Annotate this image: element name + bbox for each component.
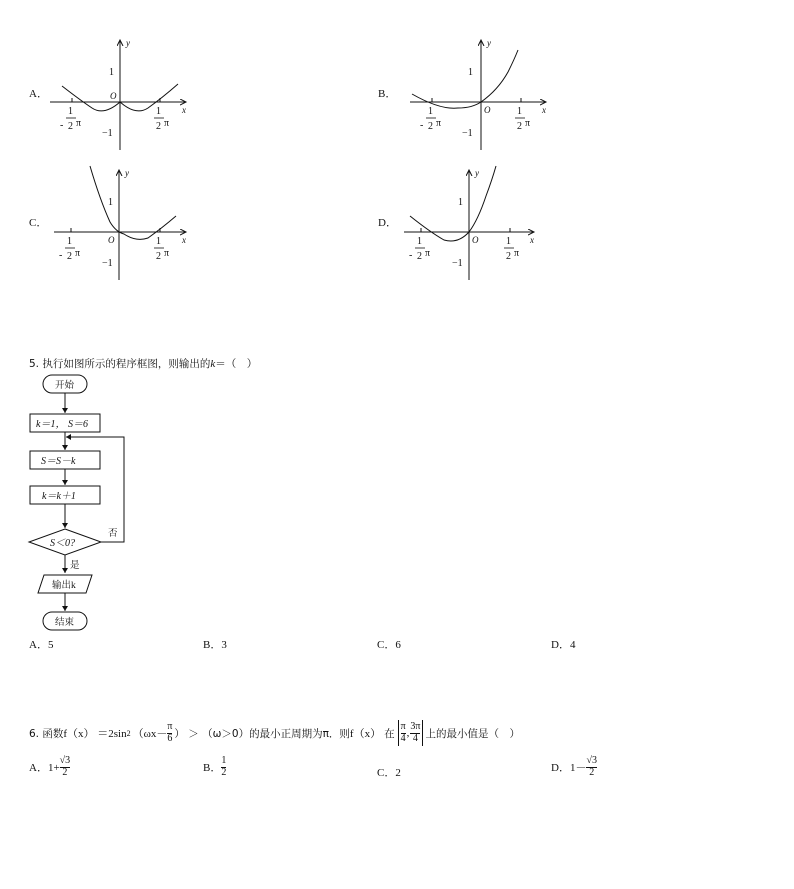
svg-text:-: - xyxy=(420,120,424,131)
origin-label: O xyxy=(108,235,115,245)
y-label: y xyxy=(475,168,479,178)
svg-text:π: π xyxy=(164,248,170,259)
x-label: x xyxy=(182,105,186,115)
svg-text:2: 2 xyxy=(506,251,511,262)
svg-text:-: - xyxy=(59,250,63,261)
svg-text:2: 2 xyxy=(68,121,73,132)
svg-text:1: 1 xyxy=(67,236,72,247)
svg-text:S＜0?: S＜0? xyxy=(50,538,75,549)
q6-option-a[interactable]: A．1+ $\frac{√3}{2}$ xyxy=(29,755,71,778)
q6-option-c[interactable]: C．2 xyxy=(377,767,401,779)
svg-text:π: π xyxy=(525,118,531,129)
svg-text:S＝S－k: S＝S－k xyxy=(41,456,76,467)
origin-label: O xyxy=(472,235,479,245)
svg-text:否: 否 xyxy=(108,529,118,539)
svg-text:1: 1 xyxy=(68,106,73,117)
svg-text:2: 2 xyxy=(517,121,522,132)
svg-text:1: 1 xyxy=(156,236,161,247)
svg-text:2: 2 xyxy=(417,251,422,262)
y-tick-pos: 1 xyxy=(468,67,473,78)
svg-text:2: 2 xyxy=(67,251,72,262)
svg-text:1: 1 xyxy=(417,236,422,247)
x-label: x xyxy=(530,235,534,245)
svg-text:k＝k＋1: k＝k＋1 xyxy=(42,491,76,502)
svg-text:输出k: 输出k xyxy=(52,581,76,591)
svg-text:-: - xyxy=(409,250,413,261)
y-tick-pos: 1 xyxy=(108,197,113,208)
y-tick-neg: −1 xyxy=(102,258,113,269)
option-b-label: B． xyxy=(378,88,397,100)
option-a-label: A． xyxy=(29,88,48,100)
svg-text:开始: 开始 xyxy=(55,381,75,391)
q5-stem: 5. 执行如图所示的程序框图，则输出的k＝（ ） xyxy=(29,358,258,370)
q5-option-b[interactable]: B．3 xyxy=(203,639,227,651)
y-tick-pos: 1 xyxy=(109,67,114,78)
svg-text:π: π xyxy=(76,118,82,129)
x-label: x xyxy=(182,235,186,245)
svg-text:1: 1 xyxy=(428,106,433,117)
svg-text:π: π xyxy=(425,248,431,259)
y-label: y xyxy=(126,38,130,48)
q5-option-d[interactable]: D．4 xyxy=(551,639,576,651)
origin-label: O xyxy=(484,105,491,115)
y-tick-neg: −1 xyxy=(102,128,113,139)
q6-stem: 6. 函数 f（x） ＝2sin 2 （ωx－ $\frac{\pi}{6}$ ） ＞ （ω＞0）的最小正周期为π．则 f（x） 在 $\frac{\pi}{4}$ , $\frac{3\pi}{4}$ 上的最小值是（ ） xyxy=(29,720,520,746)
q6-option-d[interactable]: D．1－ $\frac{√3}{2}$ xyxy=(551,755,597,778)
svg-text:2: 2 xyxy=(156,121,161,132)
y-label: y xyxy=(125,168,129,178)
pi-over-6: $\frac{\pi}{6}$ xyxy=(167,721,173,744)
q6-option-b[interactable]: B． $\frac{1}{2}$ xyxy=(203,755,227,778)
svg-text:π: π xyxy=(436,118,442,129)
option-c-label: C． xyxy=(29,217,48,229)
svg-text:-: - xyxy=(60,120,64,131)
y-label: y xyxy=(487,38,491,48)
svg-text:1: 1 xyxy=(156,106,161,117)
svg-text:1: 1 xyxy=(517,106,522,117)
svg-text:结束: 结束 xyxy=(55,618,75,628)
svg-text:1: 1 xyxy=(506,236,511,247)
y-tick-neg: −1 xyxy=(462,128,473,139)
option-d-label: D． xyxy=(378,217,397,229)
y-tick-pos: 1 xyxy=(458,197,463,208)
q5-option-c[interactable]: C．6 xyxy=(377,639,401,651)
q5-option-a[interactable]: A．5 xyxy=(29,639,54,651)
svg-text:是: 是 xyxy=(70,561,80,571)
svg-text:π: π xyxy=(164,118,170,129)
x-label: x xyxy=(542,105,546,115)
svg-text:π: π xyxy=(514,248,520,259)
y-tick-neg: −1 xyxy=(452,258,463,269)
svg-text:π: π xyxy=(75,248,81,259)
svg-text:2: 2 xyxy=(428,121,433,132)
svg-text:2: 2 xyxy=(156,251,161,262)
svg-text:k＝1， S＝6: k＝1， S＝6 xyxy=(36,419,88,430)
interval: $\frac{\pi}{4}$ , $\frac{3\pi}{4}$ xyxy=(398,720,424,746)
origin-label: O xyxy=(110,91,117,101)
